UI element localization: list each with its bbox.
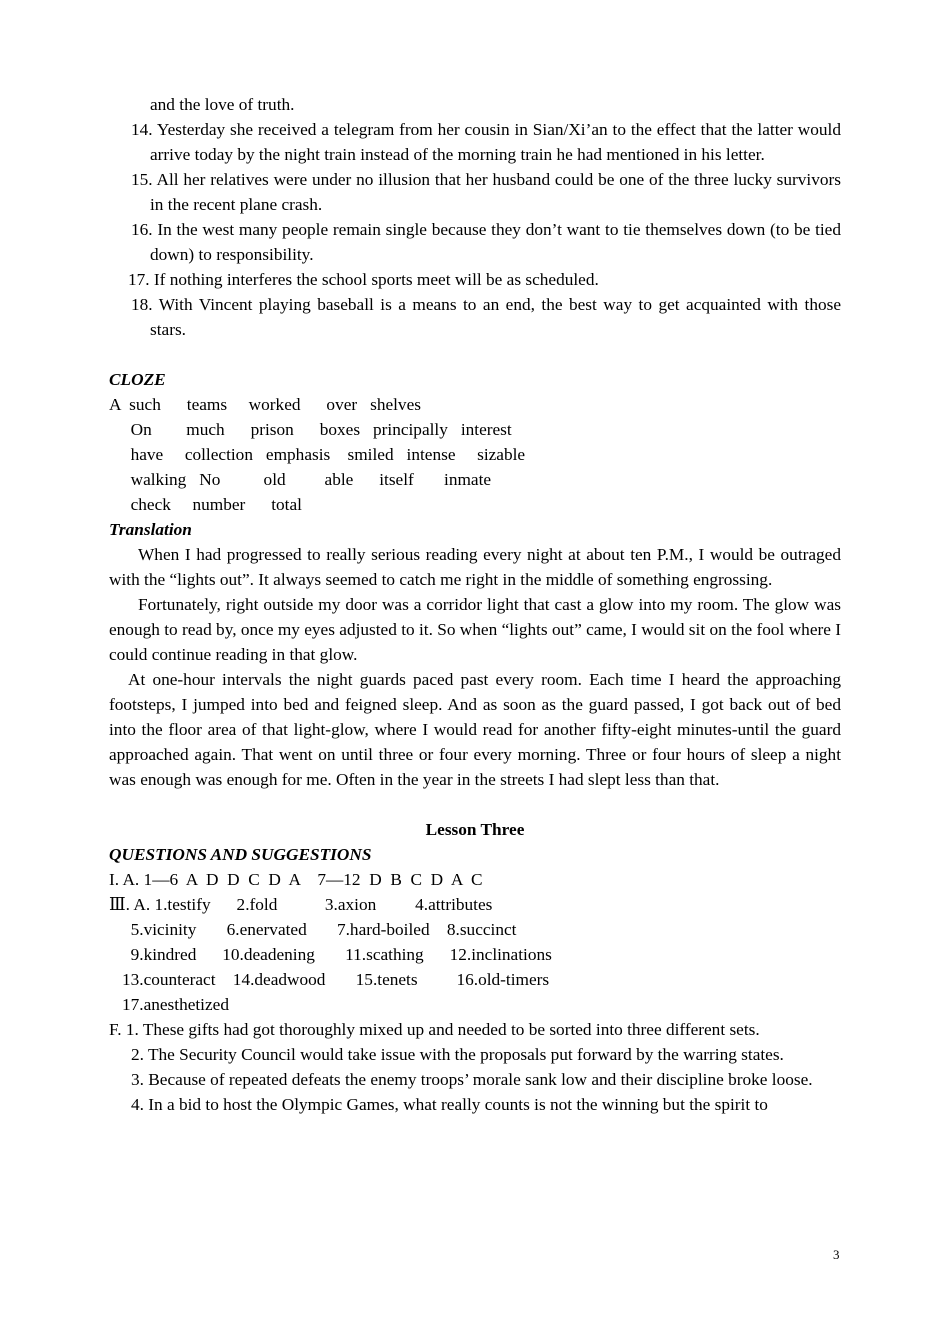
vocab-row-5: 17.anesthetized bbox=[109, 995, 229, 1014]
cloze-row-1: A such teams worked over shelves bbox=[109, 395, 421, 414]
questions-heading: QUESTIONS AND SUGGESTIONS bbox=[109, 845, 372, 864]
answers-line: I. A. 1—6 A D D C D A 7—12 D B C D A C bbox=[109, 870, 483, 889]
answer-item-16: 16. In the west many people remain single because they don’t want to tie themselves down (to be tied down) to responsibility. bbox=[131, 220, 841, 264]
cloze-row-4: walking No old able itself inmate bbox=[109, 470, 492, 489]
answer-item-18: 18. With Vincent playing baseball is a means to an end, the best way to get acquainted with those stars. bbox=[131, 295, 841, 339]
translation-paragraph-1: When I had progressed to really serious reading every night at about ten P.M., I would be outraged with the “lights out”. It always seemed to catch me right in the middle of something engrossing. bbox=[109, 545, 841, 589]
cloze-row-5: check number total bbox=[109, 495, 302, 514]
f-item-4: 4. In a bid to host the Olympic Games, what really counts is not the winning but the spirit to bbox=[131, 1095, 768, 1114]
lesson-title: Lesson Three bbox=[425, 820, 525, 839]
translation-paragraph-2: Fortunately, right outside my door was a corridor light that cast a glow into my room. The glow was enough to read by, once my eyes adjusted to it. So when “lights out” came, I would sit on the fool where I could continue reading in that glow. bbox=[109, 595, 841, 664]
answer-item-15: 15. All her relatives were under no illusion that her husband could be one of the three lucky survivors in the recent plane crash. bbox=[131, 170, 841, 214]
vocab-row-1: Ⅲ. A. 1.testify 2.fold 3.axion 4.attributes bbox=[109, 895, 493, 914]
cloze-heading: CLOZE bbox=[109, 370, 166, 389]
f-item-3: 3. Because of repeated defeats the enemy troops’ morale sank low and their discipline broke loose. bbox=[131, 1070, 813, 1089]
answer-item-17: 17. If nothing interferes the school sports meet will be as scheduled. bbox=[128, 270, 599, 289]
cloze-row-2: On much prison boxes principally interest bbox=[109, 420, 512, 439]
continuation-line: and the love of truth. bbox=[150, 95, 295, 114]
f-item-2: 2. The Security Council would take issue with the proposals put forward by the warring states. bbox=[131, 1045, 784, 1064]
cloze-row-3: have collection emphasis smiled intense sizable bbox=[109, 445, 526, 464]
translation-paragraph-3: At one-hour intervals the night guards paced past every room. Each time I heard the approaching footsteps, I jumped into bed and feigned sleep. And as soon as the guard passed, I got back out of bed into the floor area of that light-glow, where I would read for another fifty-eight minutes-until the guard approached again. That went on until three or four every morning. Three or four hours of sleep a night was enough was enough for me. Often in the year in the streets I had slept less than that. bbox=[109, 670, 841, 789]
translation-heading: Translation bbox=[109, 520, 192, 539]
vocab-row-3: 9.kindred 10.deadening 11.scathing 12.inclinations bbox=[109, 945, 552, 964]
document-page bbox=[109, 92, 841, 1117]
vocab-row-2: 5.vicinity 6.enervated 7.hard-boiled 8.succinct bbox=[109, 920, 517, 939]
answer-item-14: 14. Yesterday she received a telegram from her cousin in Sian/Xi’an to the effect that the latter would arrive today by the night train instead of the morning train he had mentioned in his letter. bbox=[131, 120, 841, 164]
f-item-1: F. 1. These gifts had got thoroughly mixed up and needed to be sorted into three different sets. bbox=[109, 1020, 760, 1039]
vocab-row-4: 13.counteract 14.deadwood 15.tenets 16.old-timers bbox=[109, 970, 550, 989]
page-number: 3 bbox=[833, 1247, 840, 1262]
